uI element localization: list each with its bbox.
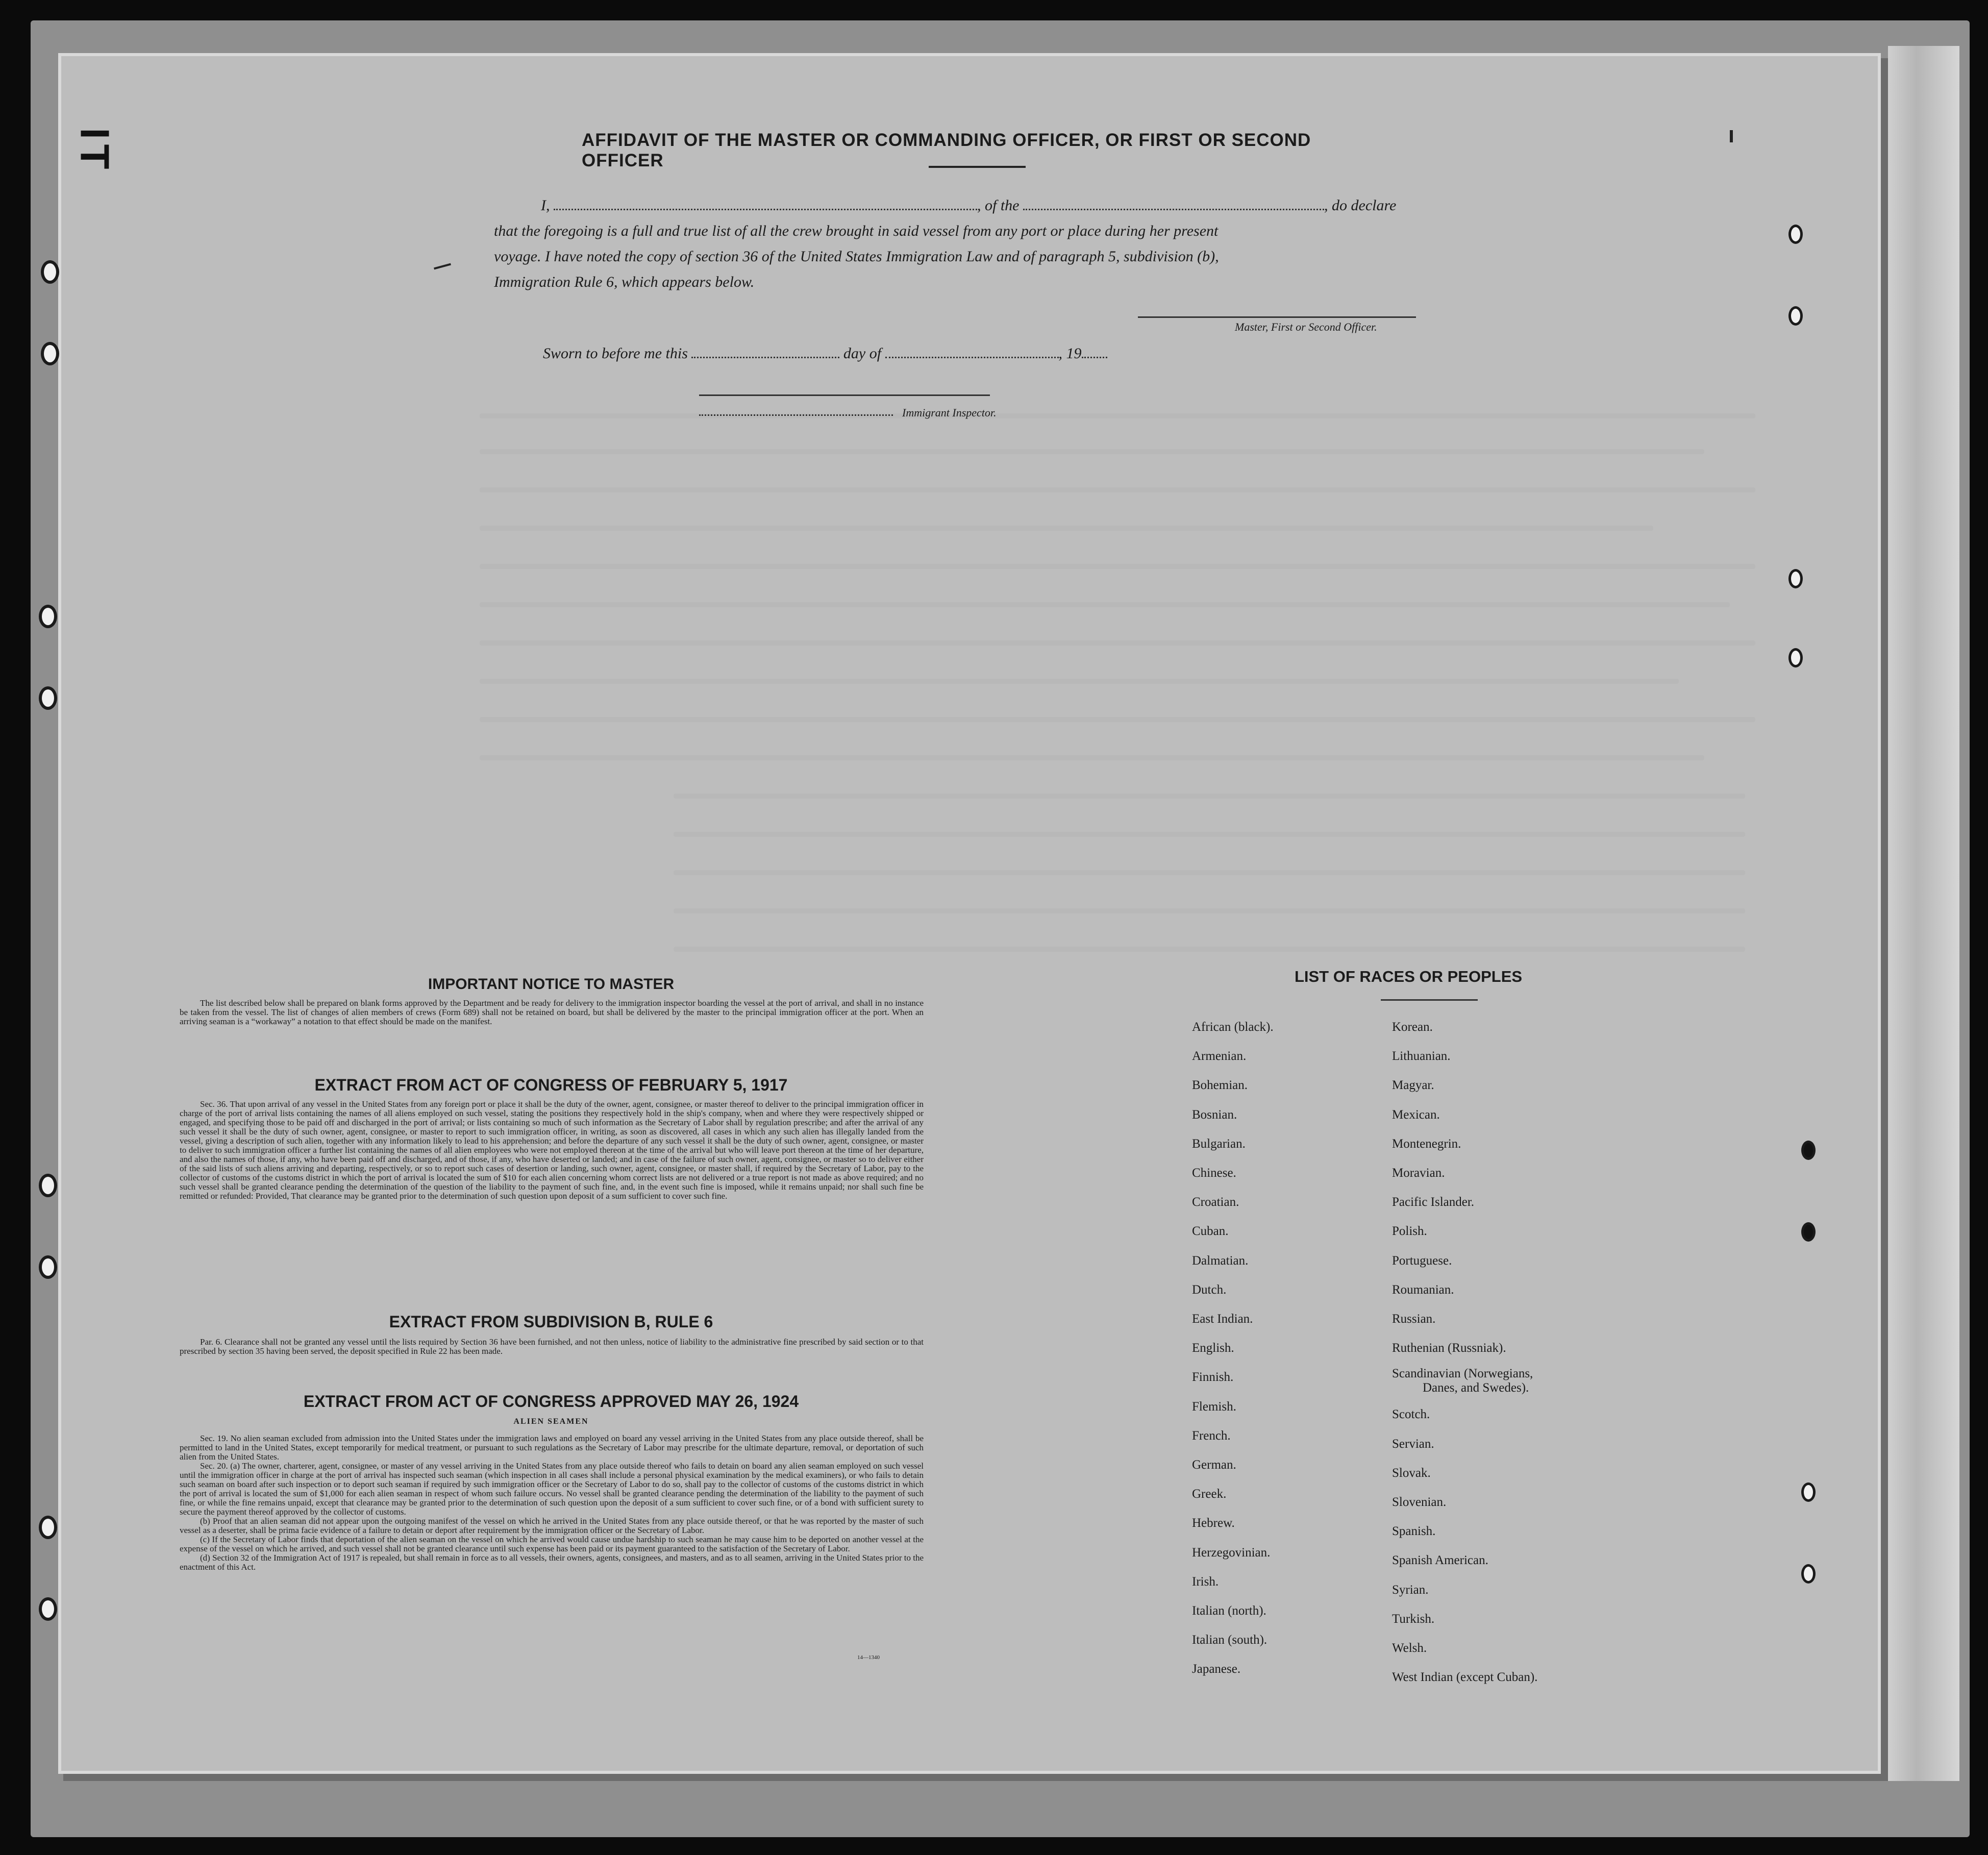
binder-hole-icon [39, 1516, 57, 1539]
race-item: Turkish. [1392, 1612, 1435, 1626]
race-item: Bohemian. [1192, 1078, 1248, 1093]
sec-19-paragraph: Sec. 19. No alien seaman excluded from admission into the United States under the immigration laws and employed on board any vessel arriving in the United States from any place outside thereof, shall be permitted to land in the United States, except temporarily for medical treatment, or pursuant to such regulations as the Secretary of Labor may prescribe for the ultimate departure, removal, or deportation of such alien from the United States. [180, 1433, 924, 1462]
race-item: Finnish. [1192, 1370, 1234, 1384]
race-item: Scandinavian (Norwegians, [1392, 1367, 1533, 1381]
race-item: Montenegrin. [1392, 1136, 1461, 1151]
page-stamp-mark: IT [72, 128, 118, 175]
sec-20c-paragraph: (c) If the Secretary of Labor finds that deportation of the alien seaman on the vessel on which he arrived would cause undue hardship to such seaman he may cause him to be deported on another vessel at the expense of the vessel on which he arrived, and such vessel shall not be granted clearance until such expense has been paid or its payment guaranteed to the satisfaction of the Secretary of Labor. [180, 1535, 924, 1553]
race-item: Syrian. [1392, 1582, 1429, 1597]
extract-1924-heading: EXTRACT FROM ACT OF CONGRESS APPROVED MAY 26, 1924 [303, 1392, 799, 1411]
race-item: Flemish. [1192, 1399, 1236, 1414]
race-item: Herzegovinian. [1192, 1545, 1271, 1560]
sworn-line [543, 345, 1107, 362]
title-underline [929, 166, 1026, 168]
ink-mark [1730, 130, 1733, 142]
race-item: Korean. [1392, 1020, 1433, 1034]
inspector-line-prefix [699, 406, 893, 419]
race-item: Pacific Islander. [1392, 1195, 1475, 1209]
binder-hole-icon [1801, 1222, 1816, 1242]
sec-20d-paragraph: (d) Section 32 of the Immigration Act of 1917 is repealed, but shall remain in force as to all vessels, their owners, agents, consignees, and masters, and as to all seamen, arriving in the United States prior to the enactment of this Act. [180, 1553, 924, 1572]
binder-hole-icon [1788, 306, 1803, 326]
race-item: Danes, and Swedes). [1423, 1381, 1529, 1395]
extract-rule6-text [180, 1338, 924, 1356]
races-heading-rule [1381, 999, 1478, 1001]
affidavit-title: AFFIDAVIT OF THE MASTER OR COMMANDING OFFICER, OR FIRST OR SECOND OFFICER [582, 130, 1311, 170]
inspector-signature-line[interactable] [699, 394, 990, 396]
sec-20b-paragraph: (b) Proof that an alien seaman did not appear upon the outgoing manifest of the vessel on which he arrived in the United States from any place outside thereof, or that he was reported by the master of such vessel as a deserter, shall be prima facie evidence of a failure to detain or deport after requirement by the immigration officer or the Secretary of Labor. [180, 1516, 924, 1535]
declaration-line-2: that the foregoing is a full and true list of all the crew brought in said vessel from any port or place during her present [494, 222, 1219, 239]
declaration-line-1 [541, 197, 1396, 214]
races-heading: LIST OF RACES OR PEOPLES [1294, 968, 1523, 985]
binder-hole-icon [39, 1597, 57, 1621]
notice-text [180, 999, 924, 1026]
race-item: Cuban. [1192, 1224, 1229, 1239]
race-item: Lithuanian. [1392, 1049, 1451, 1063]
race-item: Portuguese. [1392, 1253, 1452, 1268]
of-the-label: , of the [977, 197, 1020, 214]
binder-hole-icon [1801, 1141, 1816, 1160]
binder-hole-icon [1801, 1564, 1816, 1584]
sworn-year-field[interactable] [1082, 357, 1107, 358]
race-item: Croatian. [1192, 1195, 1239, 1209]
race-item: Slovenian. [1392, 1495, 1447, 1510]
do-declare-label: , do declare [1324, 197, 1397, 214]
race-item: African (black). [1192, 1020, 1274, 1034]
race-item: Dutch. [1192, 1282, 1227, 1297]
race-item: English. [1192, 1341, 1234, 1355]
race-item: Magyar. [1392, 1078, 1434, 1093]
race-item: East Indian. [1192, 1312, 1253, 1326]
binder-hole-icon [1801, 1482, 1816, 1502]
sworn-label: Sworn to before me this [543, 345, 688, 362]
race-item: Servian. [1392, 1437, 1434, 1451]
race-item: Hebrew. [1192, 1516, 1235, 1530]
master-signature-label: Master, First or Second Officer. [1235, 320, 1377, 333]
sworn-day-field[interactable] [691, 357, 839, 358]
i-label: I, [541, 197, 550, 214]
binder-hole-icon [41, 260, 59, 284]
vessel-field[interactable] [1023, 209, 1324, 210]
name-field[interactable] [554, 209, 977, 210]
race-item: Italian (north). [1192, 1604, 1266, 1618]
race-item: Bulgarian. [1192, 1136, 1246, 1151]
master-signature-line[interactable] [1138, 316, 1416, 318]
declaration-line-4: Immigration Rule 6, which appears below. [494, 274, 755, 290]
race-item: Armenian. [1192, 1049, 1247, 1063]
extract-rule6-heading: EXTRACT FROM SUBDIVISION B, RULE 6 [389, 1313, 713, 1331]
year-prefix: , 19 [1058, 345, 1082, 362]
binder-hole-icon [39, 605, 57, 628]
race-item: Bosnian. [1192, 1107, 1237, 1122]
extract-1917-paragraph: Sec. 36. That upon arrival of any vessel in the United States from any foreign port or place it shall be the duty of the owner, agent, consignee, or master thereof to deliver to the principal immigration officer in charge of the port of arrival lists containing the names of all aliens employed on such vessel, stating the positions they respectively hold in the ship's company, when and where they were respectively shipped or engaged, and specifying those to be paid off and discharged in the port of arrival; or lists containing so much of such information as the Secretary of Labor shall by regulation prescribe; and after the arrival of any such vessel it shall be the duty of such owner, agent, consignee, or master to report to such immigration officer, in writing, as soon as discovered, all cases in which any such alien has illegally landed from the vessel, giving a description of such alien, together with any information likely to lead to his apprehension; and before the departure of any such vessel it shall be the duty of such owner, agent, consignee, or master to deliver to such immigration officer a further list containing the names of all alien employees who were not employed thereon at the time of the arrival but who will leave port thereon at the time of her departure, and also the names of those, if any, who have been paid off and discharged, and of those, if any, who have deserted or landed; and in case of the failure of such owner, agent, consignee, or master so to deliver either of the said lists of such aliens arriving and departing, respectively, or so to report such cases of desertion or landing, such owner, agent, consignee, or master shall, if required by the Secretary of Labor, pay to the collector of customs of the customs district in which the port of arrival is located the sum of $10 for each alien concerning whom correct lists are not delivered or a true report is not made as above required; and no such vessel shall be granted clearance pending the determination of the question of the liability to the payment of such fine, and, in the event such fine is imposed, while it remains unpaid; nor shall such fine be remitted or refunded: Provided, That clearance may be granted prior to the determination of such question upon deposit of a sum sufficient to cover such fine. [180, 1099, 924, 1201]
page-edge [1888, 46, 1959, 1781]
race-item: Greek. [1192, 1487, 1227, 1501]
races-left-column [1192, 1012, 1274, 1684]
extract-1924-text [180, 1434, 924, 1572]
race-item: Roumanian. [1392, 1282, 1454, 1297]
race-item: Welsh. [1392, 1641, 1427, 1655]
race-item: Irish. [1192, 1574, 1219, 1589]
race-item: Italian (south). [1192, 1633, 1268, 1647]
race-item: Slovak. [1392, 1466, 1431, 1480]
notice-paragraph: The list described below shall be prepared on blank forms approved by the Department and be ready for delivery to the immigration inspector boarding the vessel at the port of arrival, and shall in no instance be taken from the vessel. The list of changes of alien members of crews (Form 689) shall not be retained on board, but shall be delivered by the master to the principal immigration officer at the port. When an arriving seaman is a “workaway” a notation to that effect should be made on the manifest. [180, 998, 924, 1026]
race-item: Moravian. [1392, 1166, 1445, 1180]
binder-hole-icon [41, 342, 59, 365]
race-item: Scotch. [1392, 1407, 1430, 1422]
race-item: French. [1192, 1428, 1231, 1443]
binder-hole-icon [39, 1174, 57, 1197]
binder-hole-icon [1788, 225, 1803, 244]
binder-hole-icon [1788, 648, 1803, 667]
race-item: Spanish. [1392, 1524, 1436, 1539]
sworn-month-field[interactable] [885, 357, 1059, 358]
race-item: West Indian (except Cuban). [1392, 1670, 1538, 1685]
binder-hole-icon [39, 686, 57, 710]
extract-1917-heading: EXTRACT FROM ACT OF CONGRESS OF FEBRUARY 5, 1917 [314, 1076, 788, 1094]
race-item: Japanese. [1192, 1662, 1241, 1676]
race-item: Ruthenian (Russniak). [1392, 1341, 1506, 1355]
day-of-label: day of [843, 345, 882, 362]
race-item: Chinese. [1192, 1166, 1236, 1180]
inspector-label: Immigrant Inspector. [902, 406, 997, 419]
races-right-column [1392, 1012, 1537, 1692]
binder-hole-icon [1788, 569, 1803, 588]
race-item: Dalmatian. [1192, 1253, 1249, 1268]
extract-1917-text [180, 1100, 924, 1201]
notice-heading: IMPORTANT NOTICE TO MASTER [428, 976, 675, 993]
alien-seamen-subheading: ALIEN SEAMEN [513, 1417, 589, 1426]
race-item: Polish. [1392, 1224, 1427, 1239]
race-item: Mexican. [1392, 1107, 1440, 1122]
race-item: German. [1192, 1458, 1236, 1472]
race-item: Russian. [1392, 1312, 1436, 1326]
race-item: Spanish American. [1392, 1553, 1488, 1568]
extract-rule6-paragraph: Par. 6. Clearance shall not be granted any vessel until the lists required by Section 36 have been furnished, and not then unless, notice of liability to the administrative fine prescribed by said section or to that prescribed by section 35 having been served, the deposit specified in Rule 22 has been made. [180, 1337, 924, 1356]
sec-20a-paragraph: Sec. 20. (a) The owner, charterer, agent, consignee, or master of any vessel arriving in the United States from any place outside thereof who fails to detain on board any alien seaman employed on such vessel until the immigration officer in charge at the port of arrival has inspected such seaman (which inspection in all cases shall include a personal physical examination by the medical examiners), or who fails to detain such seaman on board after such inspection or to deport such seaman if required by such immigration officer or the Secretary of Labor to do so, shall pay to the collector of customs of the customs district in which the port of arrival is located the sum of $1,000 for each alien seaman in respect of whom such failure occurs. No vessel shall be granted clearance pending the determination of the liability to the payment of such fine, or while the fine remains unpaid, except that clearance may be granted prior to the determination of such question upon the deposit of a sum sufficient to cover such fine, or of a bond with sufficient surety to secure the payment thereof approved by the collector of customs. [180, 1461, 924, 1517]
binder-hole-icon [39, 1255, 57, 1279]
declaration-line-3: voyage. I have noted the copy of section 36 of the United States Immigration Law and of paragraph 5, subdivision (b), [494, 248, 1219, 265]
form-number: 14—1340 [857, 1654, 880, 1661]
